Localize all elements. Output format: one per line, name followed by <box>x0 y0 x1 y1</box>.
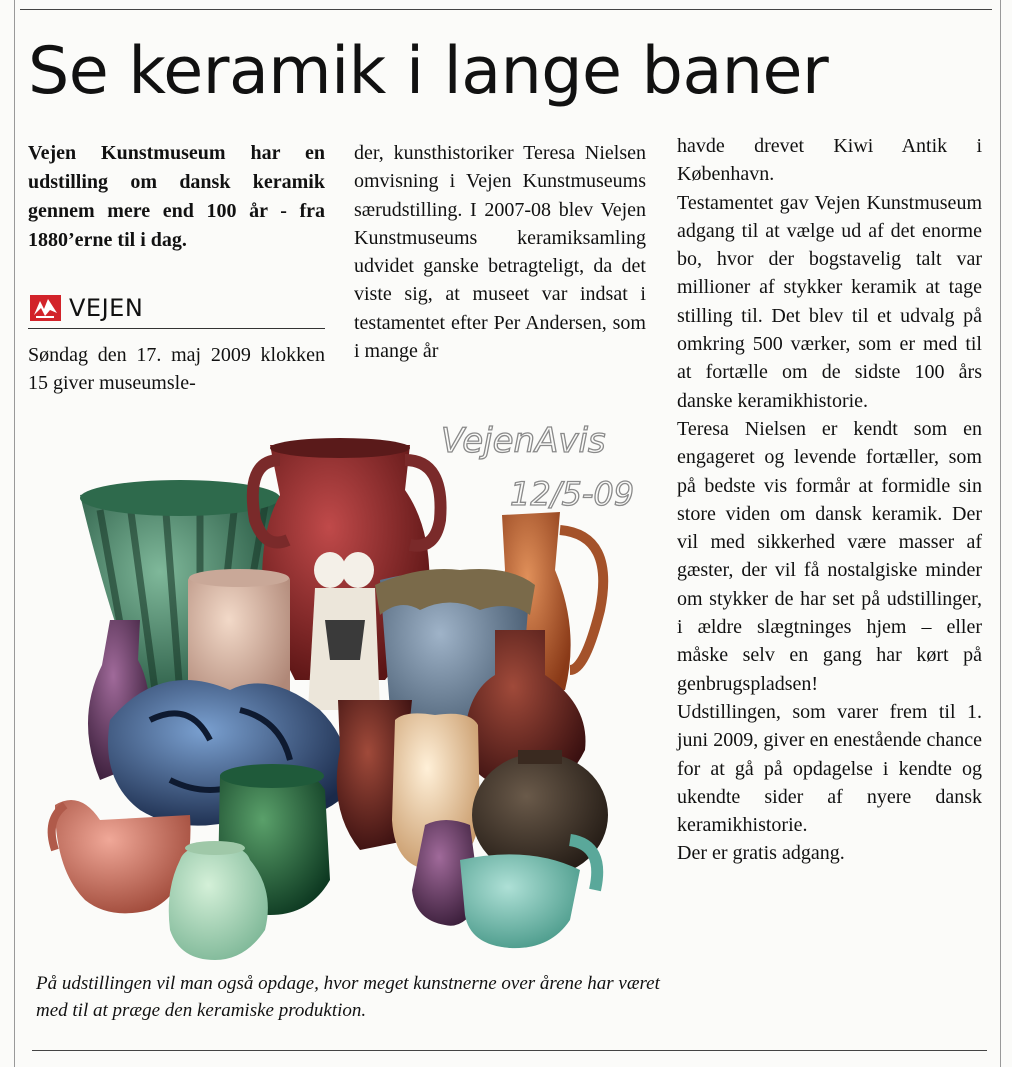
headline: Se keramik i lange baner <box>28 34 829 109</box>
body-paragraph: Testamentet gav Vejen Kunstmuseum adgang til at vælge ud af det enorme bo, hvor der bogstavelig talt var millioner af stykker keramik at tage stilling til. Det blev til et udvalg på omkring 500 værker, som er med til at fortælle om de sidste 100 års danske keramikhistorie. <box>677 191 982 412</box>
lead-column <box>28 139 325 255</box>
body-paragraph: Der er gratis adgang. <box>677 842 845 865</box>
top-rule <box>20 9 992 10</box>
body-paragraph: Udstillingen, som varer frem til 1. juni 2009, giver en enestående chance for at gå på opdagelse i kendte og ukendte sider af nyere dansk keramikhistorie. <box>677 700 982 837</box>
handwritten-note-line1: VejenAvis <box>441 421 606 461</box>
lead-paragraph: Vejen Kunstmuseum har en udstilling om dansk keramik gennem mere end 100 år - fra 1880’erne til i dag. <box>28 142 325 251</box>
section-tag <box>28 292 325 329</box>
newspaper-logo-icon <box>30 295 61 321</box>
body-paragraph: havde drevet Kiwi Antik i København. <box>677 135 982 186</box>
body-column-2 <box>354 139 646 365</box>
body-paragraph: Søndag den 17. maj 2009 klokken 15 giver museumsle- <box>28 344 325 394</box>
photo-caption: På udstillingen vil man også opdage, hvor meget kunstnerne over årene har været med til at præge den keramiske produktion. <box>36 973 660 1021</box>
handwritten-note-line2: 12/5-09 <box>510 475 635 513</box>
page-edge-right <box>1000 0 1001 1067</box>
section-tag-label: VEJEN <box>69 294 144 322</box>
body-paragraph: Teresa Nielsen er kendt som en engageret og levende fortæller, som på bedste vis formår at formidle sin store viden om dansk keramik. Der vil med sikkerhed være masser af gæster, der vil få nostalgiske minder om stykker de har set på udstillinger, i ældre slægtninges hjem – eller måske selv en gang har kørt på genbrugspladsen! <box>677 417 982 695</box>
body-column-3 <box>677 132 982 868</box>
handwritten-note <box>435 400 645 520</box>
page-edge-left <box>14 0 15 1067</box>
bottom-rule <box>32 1050 987 1051</box>
body-paragraph: der, kunsthistoriker Teresa Nielsen omvisning i Vejen Kunstmuseums særudstilling. I 2007-08 blev Vejen Kunstmuseums keramiksamling udvidet ganske betragteligt, da det viste sig, at museet var indsat i testamentet efter Per Andersen, som i mange år <box>354 142 646 363</box>
body-column-1 <box>28 341 325 397</box>
